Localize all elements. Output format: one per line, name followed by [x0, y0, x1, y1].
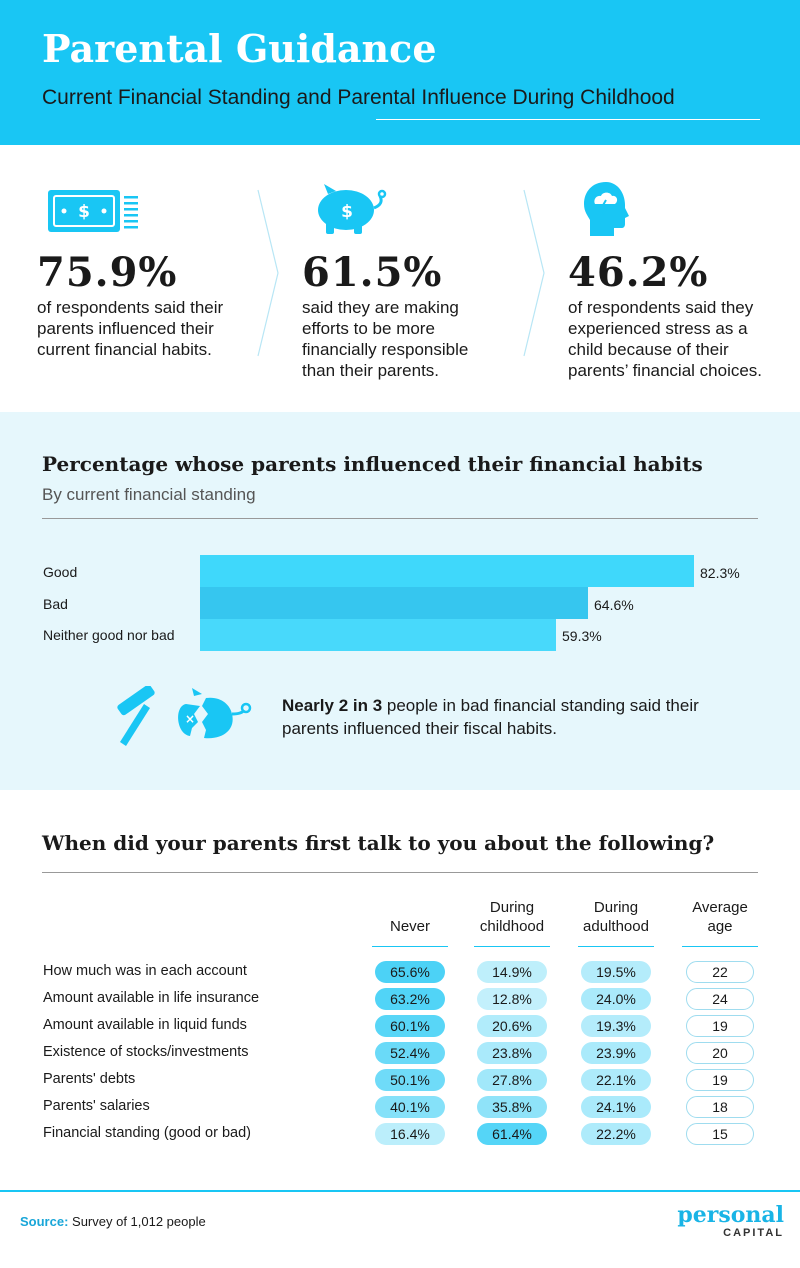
bar-label: Good	[43, 564, 78, 580]
bar	[200, 587, 588, 619]
bar-chart-subtitle: By current financial standing	[42, 485, 256, 504]
table-cell-childhood: 35.8%	[477, 1096, 547, 1118]
column-header-adulthood	[566, 898, 666, 936]
money-bill-icon	[44, 186, 140, 236]
column-underline	[372, 946, 448, 947]
table-cell-age: 19	[686, 1015, 754, 1037]
piggy-bank-icon	[310, 180, 390, 236]
header-banner	[0, 0, 800, 145]
table-cell-adulthood: 19.5%	[581, 961, 651, 983]
stat-text-responsible: said they are making efforts to be more financially responsible than their parents.	[302, 298, 469, 380]
table-row-label: Parents' debts	[43, 1071, 136, 1087]
table-row-label: Financial standing (good or bad)	[43, 1125, 251, 1141]
column-header-never	[360, 917, 460, 936]
table-cell-adulthood: 19.3%	[581, 1015, 651, 1037]
table-cell-adulthood: 22.2%	[581, 1123, 651, 1145]
table-cell-age: 20	[686, 1042, 754, 1064]
column-header-line: Never	[389, 918, 430, 935]
svg-text:$: $	[341, 202, 353, 222]
table-cell-childhood: 20.6%	[477, 1015, 547, 1037]
stat-value-influenced: 75.9%	[37, 249, 178, 296]
page-subtitle: Current Financial Standing and Parental Influence During Childhood	[42, 86, 675, 109]
stressed-head-icon	[580, 180, 632, 238]
table-cell-childhood: 61.4%	[477, 1123, 547, 1145]
column-header-childhood	[462, 898, 562, 936]
column-underline	[578, 946, 654, 947]
svg-text:×: ×	[185, 712, 196, 726]
column-header-line: adulthood	[583, 918, 649, 935]
table-cell-never: 63.2%	[375, 988, 445, 1010]
stat-value-stress: 46.2%	[568, 249, 709, 296]
bar-title-divider	[42, 518, 758, 519]
table-row-label: Amount available in life insurance	[43, 990, 260, 1006]
bar-label: Neither good nor bad	[43, 627, 175, 643]
logo-top-text: personal	[677, 1202, 784, 1228]
svg-text:$: $	[78, 202, 90, 222]
stat-value-responsible: 61.5%	[302, 249, 443, 296]
table-title-divider	[42, 872, 758, 873]
column-header-line: During	[489, 899, 535, 916]
footer-divider	[0, 1190, 800, 1192]
bar-chart-callout	[282, 694, 722, 740]
table-cell-adulthood: 23.9%	[581, 1042, 651, 1064]
page-title: Parental Guidance	[42, 26, 437, 71]
table-cell-age: 15	[686, 1123, 754, 1145]
bar	[200, 619, 556, 651]
table-cell-adulthood: 24.0%	[581, 988, 651, 1010]
bar-value-label: 59.3%	[562, 628, 602, 644]
callout-text: people in bad financial standing said their parents influenced their fiscal habits.	[282, 696, 699, 738]
table-cell-childhood: 27.8%	[477, 1069, 547, 1091]
source-note	[20, 1214, 206, 1229]
column-header-line: age	[707, 918, 733, 935]
source-text: Survey of 1,012 people	[68, 1214, 206, 1229]
table-cell-never: 40.1%	[375, 1096, 445, 1118]
table-cell-adulthood: 24.1%	[581, 1096, 651, 1118]
column-header-line: During	[593, 899, 639, 916]
bar-value-label: 64.6%	[594, 597, 634, 613]
table-cell-adulthood: 22.1%	[581, 1069, 651, 1091]
callout-highlight: Nearly 2 in 3	[282, 696, 383, 715]
personal-capital-logo	[677, 1204, 784, 1240]
table-cell-never: 60.1%	[375, 1015, 445, 1037]
chevron-divider-2	[522, 188, 546, 358]
subtitle-divider	[376, 119, 760, 120]
table-row-label: How much was in each account	[43, 963, 247, 979]
source-label: Source:	[20, 1214, 69, 1229]
bar	[200, 555, 694, 587]
table-cell-age: 24	[686, 988, 754, 1010]
table-cell-age: 19	[686, 1069, 754, 1091]
table-cell-never: 65.6%	[375, 961, 445, 983]
bar-label: Bad	[43, 596, 68, 612]
stat-text-influenced: of respondents said their parents influenced their current financial habits.	[37, 298, 224, 359]
table-row-label: Existence of stocks/investments	[43, 1044, 249, 1060]
table-title: When did your parents first talk to you about the following?	[42, 831, 715, 855]
table-cell-childhood: 23.8%	[477, 1042, 547, 1064]
table-cell-never: 50.1%	[375, 1069, 445, 1091]
chevron-divider-1	[256, 188, 280, 358]
table-row-label: Parents' salaries	[43, 1098, 150, 1114]
table-cell-childhood: 14.9%	[477, 961, 547, 983]
table-cell-childhood: 12.8%	[477, 988, 547, 1010]
table-cell-age: 22	[686, 961, 754, 983]
column-header-age	[670, 898, 770, 936]
hammer-broken-piggy-icon	[114, 686, 274, 746]
table-cell-never: 16.4%	[375, 1123, 445, 1145]
column-underline	[474, 946, 550, 947]
stat-text-stress: of respondents said they experienced stress as a child because of their parents’ financial choices.	[568, 298, 763, 380]
column-underline	[682, 946, 758, 947]
table-row-label: Amount available in liquid funds	[43, 1017, 247, 1033]
logo-bottom-text: CAPITAL	[723, 1227, 784, 1239]
table-cell-never: 52.4%	[375, 1042, 445, 1064]
column-header-line: Average	[692, 899, 748, 916]
bar-value-label: 82.3%	[700, 565, 740, 581]
column-header-line: childhood	[479, 918, 545, 935]
table-cell-age: 18	[686, 1096, 754, 1118]
bar-chart-title: Percentage whose parents influenced their financial habits	[42, 452, 703, 476]
